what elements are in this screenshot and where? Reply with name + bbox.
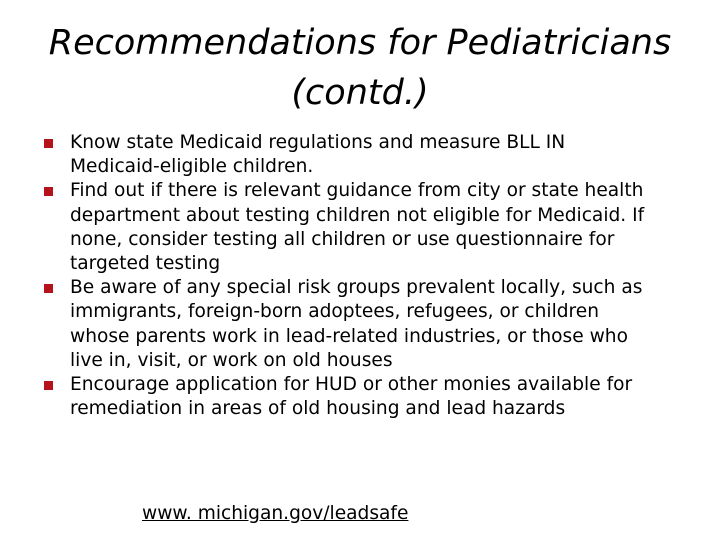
bullet-item-risk-groups — [44, 276, 694, 373]
bullet-line: department about testing children not eligible for Medicaid. If — [70, 204, 645, 226]
bullet-list — [44, 131, 694, 421]
bullet-line: none, consider testing all children or use questionnaire for — [70, 228, 615, 250]
slide-title — [20, 18, 700, 118]
title-line-1: Recommendations for Pediatricians — [48, 23, 672, 63]
square-bullet-icon — [44, 284, 53, 293]
square-bullet-icon — [44, 381, 53, 390]
square-bullet-icon — [44, 187, 53, 196]
bullet-line: Be aware of any special risk groups prevalent locally, such as — [70, 277, 643, 299]
bullet-line: immigrants, foreign-born adoptees, refugees, or children — [70, 301, 600, 323]
bullet-line: Encourage application for HUD or other monies available for — [70, 374, 633, 396]
square-bullet-icon — [44, 139, 53, 148]
bullet-item-guidance — [44, 179, 694, 276]
bullet-line: Know state Medicaid regulations and measure BLL IN — [70, 132, 566, 153]
bullet-line: remediation in areas of old housing and lead hazards — [70, 398, 566, 420]
bullet-line: Find out if there is relevant guidance from city or state health — [70, 180, 644, 202]
bullet-line: whose parents work in lead-related industries, or those who — [70, 325, 628, 347]
bullet-item-hud — [44, 373, 694, 421]
bullet-line: targeted testing — [70, 253, 221, 275]
bullet-item-medicaid — [44, 131, 694, 179]
bullet-line: live in, visit, or work on old houses — [70, 349, 393, 371]
leadsafe-link[interactable]: www. michigan.gov/leadsafe — [142, 503, 409, 524]
title-line-2: (contd.) — [291, 73, 429, 113]
bullet-line: Medicaid-eligible children. — [70, 156, 314, 178]
